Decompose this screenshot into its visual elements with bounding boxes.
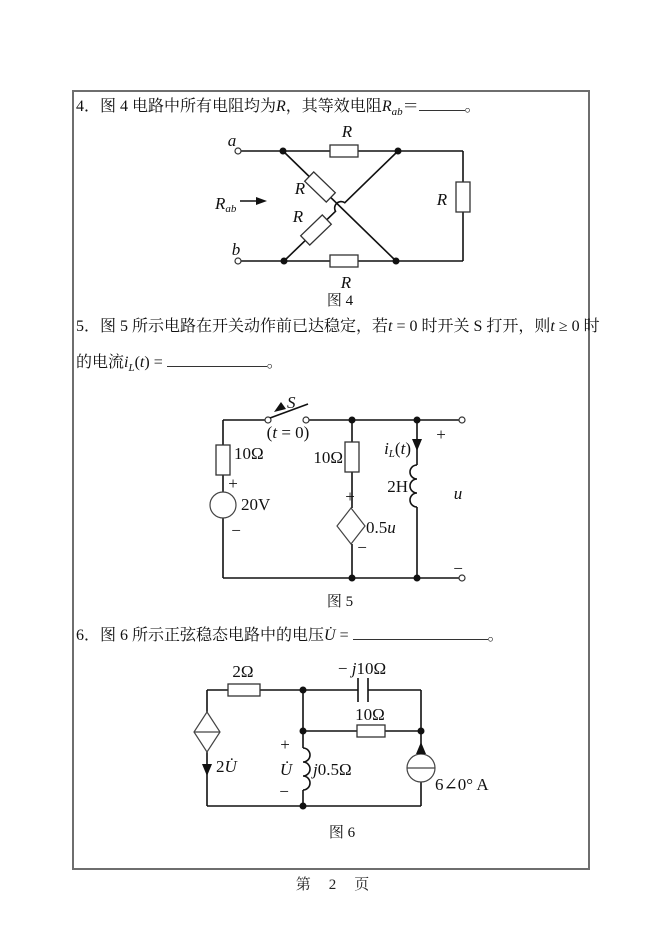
- figure-4-caption: 图 4: [326, 293, 354, 309]
- fig6-label-dep: 2U̇: [216, 757, 237, 776]
- figure-6-circuit: [190, 660, 520, 812]
- fig6-resistor-2ohm: [228, 684, 260, 696]
- fig5-plus-right: +: [436, 425, 446, 444]
- fig6-label-cap: − j10Ω: [337, 659, 387, 678]
- q4-answer-blank: [419, 95, 465, 111]
- q5-answer-blank: [167, 351, 267, 367]
- fig6-current-source: [407, 742, 435, 782]
- q6-equals: =: [335, 627, 353, 644]
- fig4-label-a: a: [227, 131, 237, 150]
- fig5-terminal-top: [459, 417, 465, 423]
- fig5-label-2h: 2H: [387, 477, 408, 496]
- fig4-label-r-bottom: R: [340, 273, 352, 292]
- fig6-label-u: U̇: [279, 760, 293, 779]
- fig4-resistor-bottom: [330, 255, 358, 267]
- fig5-label-S: S: [287, 393, 296, 412]
- q5-text-3: ≥ 0 时: [554, 318, 600, 335]
- fig5-switch-arrow: [274, 402, 286, 412]
- q4-var-Rab-sub: ab: [391, 106, 403, 118]
- fig4-nodes: [235, 148, 402, 265]
- q5-var-t3: t: [139, 354, 145, 371]
- fig5-label-20v: 20V: [241, 495, 271, 514]
- q5-period: 。: [266, 354, 283, 371]
- q4-period: 。: [464, 98, 481, 115]
- fig6-src-arrow: [416, 742, 426, 754]
- page-footer: [0, 873, 665, 894]
- fig6-resistor-10ohm: [357, 725, 385, 737]
- figure-6-caption: 图 6: [328, 825, 356, 841]
- q5-text-1: 5．图 5 所示电路在开关动作前已达稳定，若: [76, 318, 389, 335]
- fig6-label-src: 6∠0° A: [435, 775, 489, 794]
- footer-suffix: 页: [354, 877, 370, 893]
- fig5-plus-mid: +: [345, 487, 355, 506]
- question-5-text-line1: [76, 317, 600, 337]
- fig5-label-dep: 0.5u: [366, 518, 396, 537]
- fig6-dep-arrow: [202, 764, 212, 776]
- q5-equals: =: [149, 354, 167, 371]
- fig6-label-ind: j0.5Ω: [313, 760, 352, 779]
- q4-text-2: ，其等效电阻: [285, 98, 382, 115]
- q5-text-4: 的电流: [76, 354, 125, 371]
- fig5-minus-mid: −: [357, 538, 367, 557]
- fig6-label-10ohm: 10Ω: [355, 705, 385, 724]
- fig6-wires: [207, 690, 421, 806]
- fig4-label-b: b: [231, 240, 241, 259]
- fig5-label-r-mid: 10Ω: [313, 448, 343, 467]
- fig5-label-u: u: [453, 484, 463, 503]
- fig5-resistor-mid: [345, 442, 359, 472]
- q6-text-1: 6．图 6 所示正弦稳态电路中的电压: [76, 627, 325, 644]
- fig5-label-r-left: 10Ω: [234, 444, 264, 463]
- fig5-resistor-left: [216, 445, 230, 475]
- fig4-rab-arrow: [240, 197, 267, 205]
- question-5-text-line2: [76, 351, 283, 378]
- fig6-plus: +: [280, 735, 290, 754]
- q5-paren-close: ): [144, 354, 150, 371]
- fig4-label-r-right: R: [436, 190, 448, 209]
- fig6-label-2ohm: 2Ω: [232, 662, 254, 681]
- q6-answer-blank: [353, 624, 488, 640]
- fig4-resistor-diag-upper: [305, 172, 336, 202]
- q5-var-t2: t: [550, 318, 555, 335]
- q5-paren-open: (: [134, 354, 140, 371]
- q4-text-1: 4．图 4 电路中所有电阻均为: [76, 98, 277, 115]
- q5-var-i: i: [124, 354, 129, 371]
- fig5-minus-left: −: [231, 521, 241, 540]
- fig5-label-t0: (t = 0): [266, 423, 310, 442]
- fig6-capacitor: [358, 678, 368, 702]
- figure-4-circuit: [190, 118, 490, 292]
- figure-5-circuit: [190, 395, 480, 595]
- fig4-label-r-diag2: R: [292, 207, 304, 226]
- fig5-voltage-source: [210, 492, 236, 518]
- fig4-resistor-diag-lower: [301, 215, 332, 245]
- q5-var-t1: t: [388, 318, 393, 335]
- q6-var-U: U̇: [324, 627, 336, 644]
- q5-text-2: = 0 时开关 S 打开，则: [392, 318, 551, 335]
- fig5-plus-left: +: [228, 474, 238, 493]
- fig4-resistor-right: [456, 182, 470, 212]
- fig5-label-il: iL(t): [384, 439, 411, 460]
- footer-page-number: 2: [328, 877, 337, 893]
- footer-prefix: 第: [295, 877, 311, 893]
- q4-var-Rab: R: [381, 98, 392, 115]
- q6-period: 。: [487, 627, 504, 644]
- fig4-label-rab: Rab: [215, 194, 237, 215]
- question-6-text: [76, 624, 504, 646]
- q5-var-i-sub: L: [128, 362, 135, 374]
- fig4-resistor-top: [330, 145, 358, 157]
- figure-5-caption: 图 5: [326, 594, 354, 610]
- fig4-label-r-top: R: [341, 122, 353, 141]
- fig5-minus-right: −: [453, 559, 463, 578]
- fig4-wires: [241, 151, 463, 261]
- fig4-diagonal-2-with-hop: [284, 151, 398, 261]
- fig6-inductor: [303, 748, 310, 790]
- fig6-minus: −: [279, 782, 289, 801]
- fig5-current-arrow: [412, 439, 422, 451]
- fig4-label-r-diag1: R: [294, 179, 306, 198]
- q4-var-R: R: [276, 98, 286, 115]
- fig5-inductor: [410, 439, 422, 507]
- q4-equals: ＝: [402, 98, 419, 115]
